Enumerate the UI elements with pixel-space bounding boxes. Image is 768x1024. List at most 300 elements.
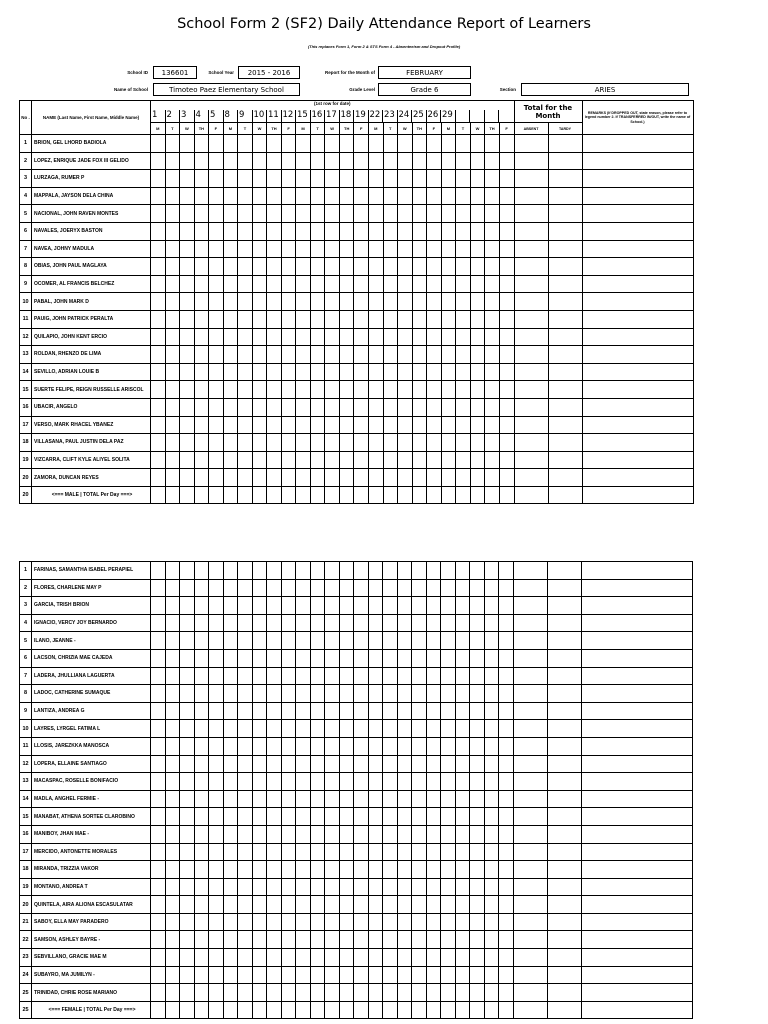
- attendance-cell[interactable]: [310, 240, 325, 258]
- attendance-cell[interactable]: [165, 808, 180, 826]
- attendance-cell[interactable]: [397, 632, 412, 650]
- attendance-cell[interactable]: [194, 562, 209, 580]
- attendance-cell[interactable]: [310, 614, 325, 632]
- attendance-cell[interactable]: [470, 170, 485, 188]
- attendance-cell[interactable]: [441, 685, 456, 703]
- attendance-cell[interactable]: [412, 966, 427, 984]
- attendance-cell[interactable]: [296, 135, 311, 153]
- attendance-cell[interactable]: [194, 1001, 209, 1019]
- attendance-cell[interactable]: [368, 702, 383, 720]
- attendance-cell[interactable]: [223, 966, 238, 984]
- attendance-cell[interactable]: [267, 896, 282, 914]
- attendance-cell[interactable]: [238, 597, 253, 615]
- attendance-cell[interactable]: [165, 966, 180, 984]
- attendance-cell[interactable]: [209, 579, 224, 597]
- attendance-cell[interactable]: [310, 135, 325, 153]
- attendance-cell[interactable]: [456, 293, 471, 311]
- attendance-cell[interactable]: [368, 381, 383, 399]
- attendance-cell[interactable]: [368, 737, 383, 755]
- attendance-cell[interactable]: [281, 398, 296, 416]
- attendance-cell[interactable]: [223, 843, 238, 861]
- attendance-cell[interactable]: [223, 1001, 238, 1019]
- attendance-cell[interactable]: [470, 398, 485, 416]
- attendance-cell[interactable]: [499, 632, 514, 650]
- attendance-cell[interactable]: [427, 434, 442, 452]
- attendance-cell[interactable]: [455, 808, 470, 826]
- attendance-cell[interactable]: [238, 614, 253, 632]
- attendance-cell[interactable]: [499, 562, 514, 580]
- attendance-cell[interactable]: [165, 486, 180, 504]
- attendance-cell[interactable]: [252, 597, 267, 615]
- attendance-cell[interactable]: [165, 649, 180, 667]
- attendance-cell[interactable]: [485, 258, 500, 276]
- attendance-cell[interactable]: [398, 310, 413, 328]
- attendance-cell[interactable]: [296, 861, 311, 879]
- attendance-cell[interactable]: [151, 469, 166, 487]
- attendance-cell[interactable]: [354, 187, 369, 205]
- attendance-cell[interactable]: [397, 843, 412, 861]
- attendance-cell[interactable]: [180, 363, 195, 381]
- attendance-cell[interactable]: [426, 913, 441, 931]
- attendance-cell[interactable]: [470, 790, 485, 808]
- attendance-cell[interactable]: [354, 328, 369, 346]
- attendance-cell[interactable]: [412, 398, 427, 416]
- attendance-cell[interactable]: [455, 773, 470, 791]
- attendance-cell[interactable]: [281, 720, 296, 738]
- attendance-cell[interactable]: [238, 469, 253, 487]
- attendance-cell[interactable]: [339, 861, 354, 879]
- attendance-cell[interactable]: [310, 293, 325, 311]
- attendance-cell[interactable]: [485, 381, 500, 399]
- attendance-cell[interactable]: [223, 649, 238, 667]
- attendance-cell[interactable]: [368, 310, 383, 328]
- attendance-cell[interactable]: [383, 416, 398, 434]
- attendance-cell[interactable]: [194, 416, 209, 434]
- attendance-cell[interactable]: [354, 363, 369, 381]
- attendance-cell[interactable]: [412, 861, 427, 879]
- attendance-cell[interactable]: [441, 720, 456, 738]
- attendance-cell[interactable]: [180, 1001, 195, 1019]
- attendance-cell[interactable]: [412, 913, 427, 931]
- attendance-cell[interactable]: [281, 258, 296, 276]
- remarks-cell[interactable]: [581, 632, 692, 650]
- attendance-cell[interactable]: [441, 222, 456, 240]
- attendance-cell[interactable]: [383, 896, 398, 914]
- attendance-cell[interactable]: [194, 913, 209, 931]
- attendance-cell[interactable]: [397, 737, 412, 755]
- attendance-cell[interactable]: [484, 562, 499, 580]
- attendance-cell[interactable]: [427, 187, 442, 205]
- tardy-cell[interactable]: [548, 486, 582, 504]
- attendance-cell[interactable]: [325, 205, 340, 223]
- attendance-cell[interactable]: [165, 614, 180, 632]
- attendance-cell[interactable]: [398, 258, 413, 276]
- attendance-cell[interactable]: [296, 486, 311, 504]
- attendance-cell[interactable]: [455, 878, 470, 896]
- attendance-cell[interactable]: [339, 878, 354, 896]
- attendance-cell[interactable]: [252, 896, 267, 914]
- tardy-cell[interactable]: [548, 222, 582, 240]
- absent-cell[interactable]: [514, 135, 548, 153]
- attendance-cell[interactable]: [209, 346, 224, 364]
- attendance-cell[interactable]: [426, 667, 441, 685]
- attendance-cell[interactable]: [426, 737, 441, 755]
- attendance-cell[interactable]: [339, 931, 354, 949]
- attendance-cell[interactable]: [470, 381, 485, 399]
- attendance-cell[interactable]: [180, 135, 195, 153]
- attendance-cell[interactable]: [412, 808, 427, 826]
- attendance-cell[interactable]: [397, 949, 412, 967]
- tardy-cell[interactable]: [547, 755, 581, 773]
- attendance-cell[interactable]: [267, 170, 282, 188]
- attendance-cell[interactable]: [412, 790, 427, 808]
- attendance-cell[interactable]: [368, 825, 383, 843]
- attendance-cell[interactable]: [209, 597, 224, 615]
- attendance-cell[interactable]: [426, 614, 441, 632]
- attendance-cell[interactable]: [354, 416, 369, 434]
- attendance-cell[interactable]: [209, 310, 224, 328]
- attendance-cell[interactable]: [165, 310, 180, 328]
- attendance-cell[interactable]: [499, 878, 514, 896]
- attendance-cell[interactable]: [354, 434, 369, 452]
- attendance-cell[interactable]: [455, 790, 470, 808]
- attendance-cell[interactable]: [238, 720, 253, 738]
- attendance-cell[interactable]: [499, 240, 514, 258]
- attendance-cell[interactable]: [426, 579, 441, 597]
- remarks-cell[interactable]: [582, 434, 693, 452]
- attendance-cell[interactable]: [194, 451, 209, 469]
- attendance-cell[interactable]: [383, 187, 398, 205]
- remarks-cell[interactable]: [581, 579, 692, 597]
- attendance-cell[interactable]: [209, 434, 224, 452]
- attendance-cell[interactable]: [223, 632, 238, 650]
- attendance-cell[interactable]: [354, 205, 369, 223]
- attendance-cell[interactable]: [281, 170, 296, 188]
- attendance-cell[interactable]: [151, 720, 166, 738]
- attendance-cell[interactable]: [180, 328, 195, 346]
- attendance-cell[interactable]: [441, 346, 456, 364]
- attendance-cell[interactable]: [151, 398, 166, 416]
- attendance-cell[interactable]: [499, 346, 514, 364]
- absent-cell[interactable]: [513, 579, 547, 597]
- attendance-cell[interactable]: [267, 293, 282, 311]
- attendance-cell[interactable]: [223, 562, 238, 580]
- attendance-cell[interactable]: [412, 702, 427, 720]
- attendance-cell[interactable]: [339, 649, 354, 667]
- attendance-cell[interactable]: [412, 434, 427, 452]
- attendance-cell[interactable]: [180, 222, 195, 240]
- attendance-cell[interactable]: [223, 434, 238, 452]
- attendance-cell[interactable]: [180, 773, 195, 791]
- attendance-cell[interactable]: [383, 579, 398, 597]
- attendance-cell[interactable]: [151, 808, 166, 826]
- attendance-cell[interactable]: [470, 222, 485, 240]
- attendance-cell[interactable]: [310, 275, 325, 293]
- attendance-cell[interactable]: [354, 861, 369, 879]
- attendance-cell[interactable]: [412, 416, 427, 434]
- attendance-cell[interactable]: [339, 614, 354, 632]
- attendance-cell[interactable]: [383, 222, 398, 240]
- attendance-cell[interactable]: [296, 579, 311, 597]
- attendance-cell[interactable]: [267, 825, 282, 843]
- attendance-cell[interactable]: [354, 579, 369, 597]
- remarks-cell[interactable]: [581, 808, 692, 826]
- attendance-cell[interactable]: [470, 579, 485, 597]
- attendance-cell[interactable]: [223, 486, 238, 504]
- remarks-cell[interactable]: [581, 737, 692, 755]
- attendance-cell[interactable]: [165, 346, 180, 364]
- attendance-cell[interactable]: [310, 667, 325, 685]
- attendance-cell[interactable]: [194, 949, 209, 967]
- attendance-cell[interactable]: [485, 486, 500, 504]
- attendance-cell[interactable]: [165, 1001, 180, 1019]
- attendance-cell[interactable]: [209, 773, 224, 791]
- attendance-cell[interactable]: [151, 702, 166, 720]
- attendance-cell[interactable]: [310, 843, 325, 861]
- remarks-cell[interactable]: [581, 825, 692, 843]
- attendance-cell[interactable]: [310, 258, 325, 276]
- attendance-cell[interactable]: [223, 808, 238, 826]
- attendance-cell[interactable]: [194, 187, 209, 205]
- attendance-cell[interactable]: [194, 275, 209, 293]
- attendance-cell[interactable]: [499, 720, 514, 738]
- absent-cell[interactable]: [513, 966, 547, 984]
- attendance-cell[interactable]: [398, 187, 413, 205]
- attendance-cell[interactable]: [470, 773, 485, 791]
- attendance-cell[interactable]: [383, 240, 398, 258]
- absent-cell[interactable]: [513, 649, 547, 667]
- attendance-cell[interactable]: [354, 896, 369, 914]
- attendance-cell[interactable]: [368, 579, 383, 597]
- attendance-cell[interactable]: [310, 896, 325, 914]
- attendance-cell[interactable]: [281, 966, 296, 984]
- attendance-cell[interactable]: [456, 135, 471, 153]
- attendance-cell[interactable]: [252, 966, 267, 984]
- attendance-cell[interactable]: [180, 416, 195, 434]
- attendance-cell[interactable]: [151, 966, 166, 984]
- attendance-cell[interactable]: [398, 170, 413, 188]
- absent-cell[interactable]: [514, 346, 548, 364]
- attendance-cell[interactable]: [383, 632, 398, 650]
- attendance-cell[interactable]: [470, 896, 485, 914]
- tardy-cell[interactable]: [547, 773, 581, 791]
- attendance-cell[interactable]: [209, 861, 224, 879]
- attendance-cell[interactable]: [456, 469, 471, 487]
- attendance-cell[interactable]: [252, 328, 267, 346]
- attendance-cell[interactable]: [252, 808, 267, 826]
- attendance-cell[interactable]: [368, 966, 383, 984]
- attendance-cell[interactable]: [368, 667, 383, 685]
- attendance-cell[interactable]: [426, 861, 441, 879]
- attendance-cell[interactable]: [252, 790, 267, 808]
- attendance-cell[interactable]: [238, 451, 253, 469]
- attendance-cell[interactable]: [484, 597, 499, 615]
- attendance-cell[interactable]: [180, 275, 195, 293]
- attendance-cell[interactable]: [238, 808, 253, 826]
- attendance-cell[interactable]: [398, 293, 413, 311]
- attendance-cell[interactable]: [325, 949, 340, 967]
- attendance-cell[interactable]: [499, 966, 514, 984]
- attendance-cell[interactable]: [383, 152, 398, 170]
- attendance-cell[interactable]: [238, 135, 253, 153]
- attendance-cell[interactable]: [223, 755, 238, 773]
- attendance-cell[interactable]: [455, 562, 470, 580]
- absent-cell[interactable]: [513, 931, 547, 949]
- attendance-cell[interactable]: [223, 825, 238, 843]
- attendance-cell[interactable]: [397, 896, 412, 914]
- attendance-cell[interactable]: [412, 170, 427, 188]
- attendance-cell[interactable]: [238, 434, 253, 452]
- attendance-cell[interactable]: [194, 310, 209, 328]
- attendance-cell[interactable]: [194, 240, 209, 258]
- attendance-cell[interactable]: [499, 773, 514, 791]
- attendance-cell[interactable]: [209, 949, 224, 967]
- attendance-cell[interactable]: [151, 737, 166, 755]
- attendance-cell[interactable]: [194, 381, 209, 399]
- attendance-cell[interactable]: [238, 984, 253, 1002]
- absent-cell[interactable]: [514, 222, 548, 240]
- attendance-cell[interactable]: [325, 685, 340, 703]
- attendance-cell[interactable]: [296, 328, 311, 346]
- attendance-cell[interactable]: [310, 346, 325, 364]
- attendance-cell[interactable]: [470, 451, 485, 469]
- attendance-cell[interactable]: [325, 222, 340, 240]
- attendance-cell[interactable]: [194, 896, 209, 914]
- attendance-cell[interactable]: [412, 469, 427, 487]
- attendance-cell[interactable]: [209, 685, 224, 703]
- attendance-cell[interactable]: [397, 966, 412, 984]
- attendance-cell[interactable]: [180, 170, 195, 188]
- attendance-cell[interactable]: [325, 1001, 340, 1019]
- attendance-cell[interactable]: [470, 949, 485, 967]
- remarks-cell[interactable]: [582, 135, 693, 153]
- attendance-cell[interactable]: [165, 579, 180, 597]
- attendance-cell[interactable]: [484, 843, 499, 861]
- remarks-cell[interactable]: [582, 258, 693, 276]
- attendance-cell[interactable]: [383, 328, 398, 346]
- attendance-cell[interactable]: [238, 755, 253, 773]
- attendance-cell[interactable]: [180, 381, 195, 399]
- tardy-cell[interactable]: [547, 702, 581, 720]
- attendance-cell[interactable]: [441, 562, 456, 580]
- attendance-cell[interactable]: [223, 579, 238, 597]
- attendance-cell[interactable]: [455, 896, 470, 914]
- attendance-cell[interactable]: [368, 878, 383, 896]
- attendance-cell[interactable]: [310, 825, 325, 843]
- attendance-cell[interactable]: [383, 469, 398, 487]
- attendance-cell[interactable]: [383, 808, 398, 826]
- attendance-cell[interactable]: [223, 878, 238, 896]
- attendance-cell[interactable]: [296, 398, 311, 416]
- attendance-cell[interactable]: [339, 398, 354, 416]
- attendance-cell[interactable]: [368, 720, 383, 738]
- attendance-cell[interactable]: [383, 1001, 398, 1019]
- attendance-cell[interactable]: [426, 949, 441, 967]
- attendance-cell[interactable]: [238, 773, 253, 791]
- attendance-cell[interactable]: [426, 720, 441, 738]
- attendance-cell[interactable]: [412, 152, 427, 170]
- attendance-cell[interactable]: [238, 896, 253, 914]
- attendance-cell[interactable]: [223, 773, 238, 791]
- attendance-cell[interactable]: [252, 614, 267, 632]
- attendance-cell[interactable]: [397, 579, 412, 597]
- attendance-cell[interactable]: [281, 825, 296, 843]
- attendance-cell[interactable]: [339, 275, 354, 293]
- attendance-cell[interactable]: [252, 310, 267, 328]
- attendance-cell[interactable]: [151, 346, 166, 364]
- attendance-cell[interactable]: [151, 170, 166, 188]
- attendance-cell[interactable]: [165, 632, 180, 650]
- attendance-cell[interactable]: [354, 632, 369, 650]
- attendance-cell[interactable]: [296, 363, 311, 381]
- attendance-cell[interactable]: [398, 135, 413, 153]
- attendance-cell[interactable]: [165, 469, 180, 487]
- attendance-cell[interactable]: [180, 843, 195, 861]
- attendance-cell[interactable]: [441, 808, 456, 826]
- attendance-cell[interactable]: [470, 240, 485, 258]
- attendance-cell[interactable]: [339, 258, 354, 276]
- attendance-cell[interactable]: [281, 632, 296, 650]
- attendance-cell[interactable]: [441, 258, 456, 276]
- attendance-cell[interactable]: [325, 984, 340, 1002]
- attendance-cell[interactable]: [383, 720, 398, 738]
- attendance-cell[interactable]: [165, 702, 180, 720]
- attendance-cell[interactable]: [354, 949, 369, 967]
- attendance-cell[interactable]: [151, 240, 166, 258]
- remarks-cell[interactable]: [581, 562, 692, 580]
- attendance-cell[interactable]: [426, 843, 441, 861]
- attendance-cell[interactable]: [398, 451, 413, 469]
- attendance-cell[interactable]: [455, 861, 470, 879]
- attendance-cell[interactable]: [354, 240, 369, 258]
- attendance-cell[interactable]: [165, 451, 180, 469]
- attendance-cell[interactable]: [151, 685, 166, 703]
- attendance-cell[interactable]: [470, 310, 485, 328]
- absent-cell[interactable]: [514, 275, 548, 293]
- attendance-cell[interactable]: [180, 685, 195, 703]
- attendance-cell[interactable]: [470, 878, 485, 896]
- attendance-cell[interactable]: [238, 632, 253, 650]
- attendance-cell[interactable]: [339, 451, 354, 469]
- attendance-cell[interactable]: [485, 398, 500, 416]
- remarks-cell[interactable]: [581, 773, 692, 791]
- attendance-cell[interactable]: [441, 790, 456, 808]
- attendance-cell[interactable]: [165, 685, 180, 703]
- absent-cell[interactable]: [514, 381, 548, 399]
- attendance-cell[interactable]: [194, 878, 209, 896]
- attendance-cell[interactable]: [412, 825, 427, 843]
- attendance-cell[interactable]: [180, 562, 195, 580]
- attendance-cell[interactable]: [426, 984, 441, 1002]
- attendance-cell[interactable]: [267, 381, 282, 399]
- attendance-cell[interactable]: [426, 966, 441, 984]
- attendance-cell[interactable]: [267, 984, 282, 1002]
- attendance-cell[interactable]: [209, 187, 224, 205]
- attendance-cell[interactable]: [165, 984, 180, 1002]
- attendance-cell[interactable]: [354, 135, 369, 153]
- attendance-cell[interactable]: [296, 275, 311, 293]
- attendance-cell[interactable]: [470, 293, 485, 311]
- attendance-cell[interactable]: [325, 469, 340, 487]
- attendance-cell[interactable]: [325, 275, 340, 293]
- attendance-cell[interactable]: [456, 434, 471, 452]
- attendance-cell[interactable]: [325, 825, 340, 843]
- attendance-cell[interactable]: [441, 469, 456, 487]
- attendance-cell[interactable]: [325, 562, 340, 580]
- absent-cell[interactable]: [514, 152, 548, 170]
- attendance-cell[interactable]: [194, 755, 209, 773]
- attendance-cell[interactable]: [238, 737, 253, 755]
